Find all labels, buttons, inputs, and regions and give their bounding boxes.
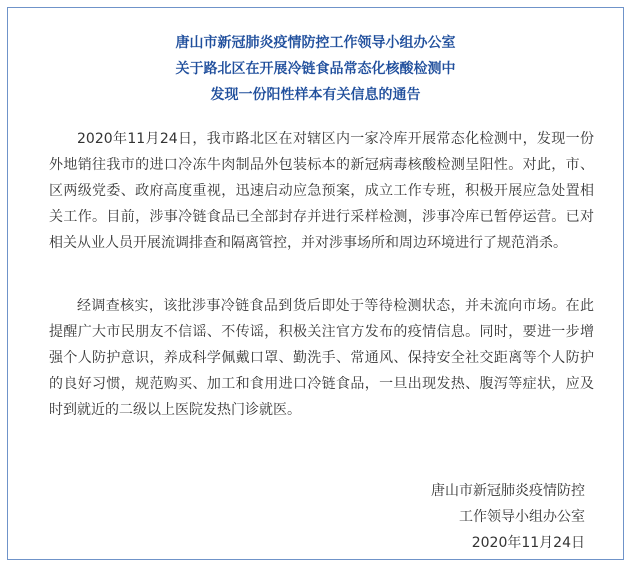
body-paragraph-2: 经调查核实，该批涉事冷链食品到货后即处于等待检测状态，并未流向市场。在此提醒广大市民朋友不信谣、不传谣，积极关注官方发布的疫情信息。同时，要进一步增强个人防护意识，养成科学佩戴口罩、勤洗手、常通风、保持安全社交距离等个人防护的良好习惯，规范购买、加工和食用进口冷链食品，一旦出现发热、腹泻等症状，应及时到就近的二级以上医院发热门诊就医。 [49,298,594,418]
notice-frame [7,7,624,560]
title-line-1: 唐山市新冠肺炎疫情防控工作领导小组办公室 [175,35,456,51]
body-paragraph-1: 2020年11月24日，我市路北区在对辖区内一家冷库开展常态化检测中，发现一份外地销往我市的进口冷冻牛肉制品外包装标本的新冠病毒核酸检测呈阳性。对此，市、区两级党委、政府高度重视，迅速启动应急预案，成立工作专班，积极开展应急处置相关工作。目前，涉事冷链食品已全部封存并进行采样检测，涉事冷库已暂停运营。已对相关从业人员开展流调排查和隔离管控，并对涉事场所和周边环境进行了规范消杀。 [49,131,594,251]
title-line-3: 发现一份阳性样本有关信息的通告 [210,87,421,103]
signature-date: 2020年11月24日 [471,535,585,551]
signature-block [431,478,585,556]
title-line-2: 关于路北区在开展冷链食品常态化核酸检测中 [175,61,456,77]
signature-org-line-2: 工作领导小组办公室 [459,509,585,525]
signature-org-line-1: 唐山市新冠肺炎疫情防控 [431,483,585,499]
notice-title [8,30,623,108]
